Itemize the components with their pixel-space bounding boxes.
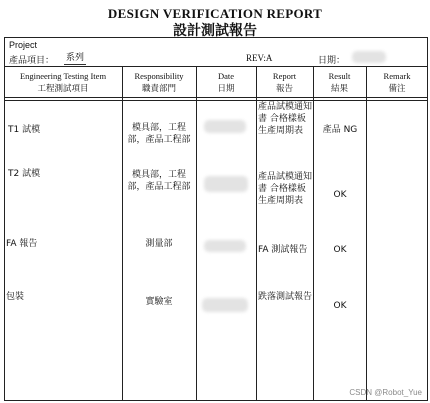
watermark: CSDN @Robot_Yue xyxy=(349,388,422,397)
header-report-zh: 報告 xyxy=(275,84,293,94)
header-bottom-line xyxy=(4,100,428,101)
row3-dept: 測量部 xyxy=(145,239,173,249)
header-report-en: Report xyxy=(272,71,297,81)
header-date-zh: 日期 xyxy=(217,84,235,94)
header-remark-en: Remark xyxy=(383,71,411,81)
header-result-zh: 結果 xyxy=(330,84,348,94)
header-result xyxy=(313,70,366,96)
row3-date-redacted xyxy=(204,240,246,252)
header-date xyxy=(196,70,256,96)
report-title-en: DESIGN VERIFICATION REPORT xyxy=(107,6,323,21)
header-result-en: Result xyxy=(328,71,351,81)
product-item-value: 系列 xyxy=(66,53,85,63)
header-remark xyxy=(366,70,428,96)
row2-item: T2 試模 xyxy=(8,169,41,179)
row2-dept: 模具部，工程部，產品工程部 xyxy=(127,170,191,192)
header-responsibility xyxy=(122,70,196,96)
col-divider-2 xyxy=(196,66,197,401)
col-divider-5 xyxy=(366,66,367,401)
row2-report: 產品試模通知書 合格樣板生產周期表 xyxy=(258,172,313,206)
report-title-zh: 設計測試報告 xyxy=(173,23,257,39)
row4-dept: 實驗室 xyxy=(145,297,173,307)
row1-result: 產品 NG xyxy=(322,125,358,135)
row3-item: FA 報告 xyxy=(6,239,38,249)
col-divider-3 xyxy=(256,66,257,401)
row1-date-redacted xyxy=(204,120,246,133)
row4-date-redacted xyxy=(202,298,248,312)
header-responsibility-zh: 職責部門 xyxy=(141,84,176,94)
row1-item: T1 試模 xyxy=(8,125,41,135)
header-item-en: Engineering Testing Item xyxy=(19,71,107,81)
project-divider xyxy=(4,66,428,67)
project-label: Project xyxy=(9,40,38,50)
header-responsibility-en: Responsibility xyxy=(134,71,184,81)
row1-report: 產品試模通知書 合格樣板生產周期表 xyxy=(258,102,313,136)
date-label: 日期： xyxy=(318,56,346,66)
row3-report: FA 測試報告 xyxy=(258,245,308,255)
header-divider xyxy=(4,97,428,98)
header-remark-zh: 備注 xyxy=(388,84,406,94)
row1-dept: 模具部，工程部，產品工程部 xyxy=(127,123,191,145)
row4-item: 包裝 xyxy=(6,292,25,302)
row2-result: OK xyxy=(333,190,347,200)
product-item-label: 產品項目： xyxy=(9,56,55,66)
row3-result: OK xyxy=(333,245,347,255)
col-divider-1 xyxy=(122,66,123,401)
header-item-zh: 工程測試項目 xyxy=(37,84,89,94)
row4-result: OK xyxy=(333,301,347,311)
revision: REV:A xyxy=(246,53,273,63)
header-date-en: Date xyxy=(217,71,235,81)
row2-date-redacted xyxy=(204,176,248,192)
redacted-date xyxy=(352,51,386,63)
col-divider-4 xyxy=(313,66,314,401)
header-report xyxy=(256,70,313,96)
row4-report: 跌落測試報告 xyxy=(258,292,313,302)
header-item xyxy=(4,70,122,96)
